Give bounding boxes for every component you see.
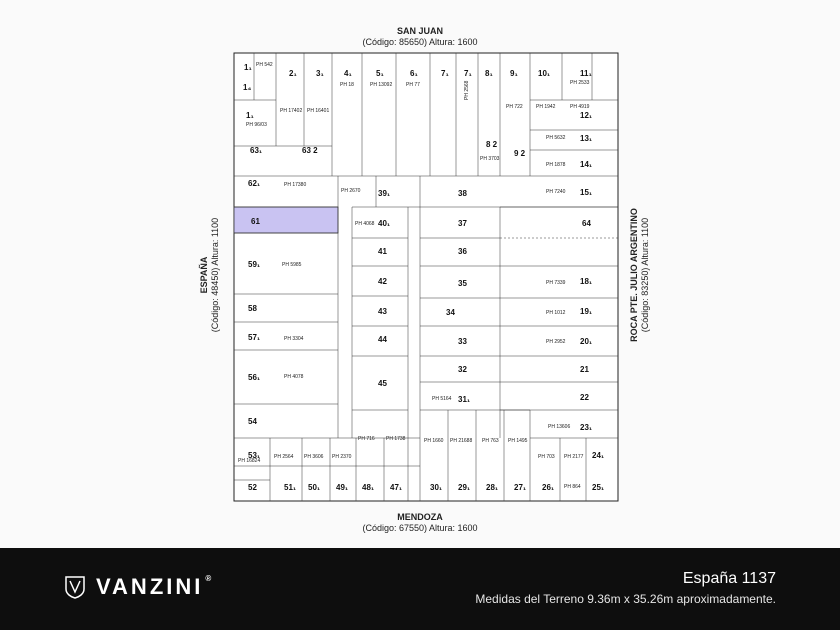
lot-label: 45 [378,379,387,388]
ph-label: PH 7240 [546,189,566,195]
brand-name [96,574,211,600]
lot-label: 42 [378,277,387,286]
brand-name-text: VANZINI [96,574,204,599]
lot-label: 27₁ [514,483,527,492]
lot-label: 9₁ [510,69,518,78]
street-bottom-name: MENDOZA [397,512,443,522]
ph-label: PH 5632 [546,135,566,141]
lot-label: 21 [580,365,589,374]
ph-label: PH 763 [482,438,499,444]
ph-label: PH 722 [506,104,523,110]
lot-label: 4₁ [344,69,352,78]
lot-label: 62₁ [248,179,261,188]
ph-label: PH 2533 [570,80,590,86]
ph-label: PH 1660 [424,438,444,444]
ph-label: PH 5985 [282,262,302,268]
ph-label: PH 2564 [274,454,294,460]
lot-label: 30₁ [430,483,443,492]
ph-label: PH 77 [406,82,420,88]
lot-label: 12₁ [580,111,593,120]
ph-label: PH 703 [538,454,555,460]
lot-label: 40₁ [378,219,391,228]
lot-label: 51₁ [284,483,297,492]
lot-label: 34 [446,308,455,317]
ph-label: PH 2370 [332,454,352,460]
lot-label: 56₁ [248,373,261,382]
lot-label: 1₁ [246,111,254,120]
registered-mark: ® [205,574,212,583]
lot-measurements: Medidas del Terreno 9.36m x 35.26m aproximadamente. [475,592,776,606]
ph-label: PH 3606 [304,454,324,460]
lot-label: 53₁ [248,451,261,460]
ph-label: PH 13092 [370,82,393,88]
lot-label: 63 2 [302,146,318,155]
block-outline [234,53,618,501]
lot-label: 22 [580,393,589,402]
ph-label: PH 4919 [570,104,590,110]
ph-label: PH 17402 [280,108,303,114]
lot-label: 52 [248,483,257,492]
street-top-code: (Código: 85650) Altura: 1600 [362,37,478,47]
lot-label: 26₁ [542,483,555,492]
ph-label: PH 16401 [307,108,330,114]
ph-label: PH 1878 [546,162,566,168]
lot-label: 25₁ [592,483,605,492]
lot-label: 43 [378,307,387,316]
lot-label: 54 [248,417,257,426]
lot-label: 8 2 [486,140,498,149]
street-left-name: ESPAÑA [199,256,209,294]
lot-label: 64 [582,219,591,228]
ph-label: PH 716 [358,436,375,442]
brand-logo [64,574,211,600]
highlighted-lot-61[interactable] [234,207,338,233]
lot-label: 57₁ [248,333,261,342]
lot-label: 61 [251,217,260,226]
street-left-code: (Código: 48450) Altura: 1100 [210,217,220,333]
lot-label: 10₁ [538,69,551,78]
ph-label: PH 96/03 [246,122,267,128]
street-right-name: ROCA PTE. JULIO ARGENTINO [629,208,639,342]
ph-label: PH 4078 [284,374,304,380]
lot-label: 8₁ [485,69,493,78]
lot-label: 32 [458,365,467,374]
lot-label: 38 [458,189,467,198]
street-top-name: SAN JUAN [396,26,443,36]
ph-label: PH 4068 [355,221,375,227]
ph-label: PH 1942 [536,104,556,110]
lot-label: 37 [458,219,467,228]
ph-label: PH 5164 [432,396,452,402]
lot-label: 23₁ [580,423,593,432]
footer-bar [0,548,840,630]
lot-label: 1₄ [243,83,252,92]
ph-label: PH 16824 [238,458,261,464]
ph-label: PH 21688 [450,438,473,444]
ph-label: PH 3304 [284,336,304,342]
lot-label: 33 [458,337,467,346]
ph-label: PH 3703 [480,156,500,162]
lot-label: 31₁ [458,395,471,404]
lot-label: 44 [378,335,387,344]
lot-label: 58 [248,304,257,313]
lot-label: 9 2 [514,149,526,158]
lot-label: 50₁ [308,483,321,492]
ph-label: PH 2568 [464,80,470,100]
lot-label: 63₁ [250,146,263,155]
lot-label: 24₁ [592,451,605,460]
lot-label: 7₁ [441,69,449,78]
lot-label: 20₁ [580,337,593,346]
ph-label: PH 2952 [546,339,566,345]
lot-label: 39₁ [378,189,391,198]
lot-label: 14₁ [580,160,593,169]
ph-label: PH 864 [564,484,581,490]
lot-label: 5₁ [376,69,384,78]
ph-label: PH 1495 [508,438,528,444]
lot-label: 28₁ [486,483,499,492]
lot-label: 41 [378,247,387,256]
street-right-code: (Código: 83250) Altura: 1100 [640,217,650,333]
lot-label: 59₁ [248,260,261,269]
lot-label: 36 [458,247,467,256]
lot-label: 29₁ [458,483,471,492]
lot-label: 6₁ [410,69,418,78]
shield-icon [64,575,86,599]
lot-label: 13₁ [580,134,593,143]
ph-label: PH 2670 [341,188,361,194]
lot-label: 47₁ [390,483,403,492]
lot-label: 49₁ [336,483,349,492]
lot-label: 48₁ [362,483,375,492]
ph-label: PH 7339 [546,280,566,286]
ph-label: PH 1738 [386,436,406,442]
lot-label: 2₁ [289,69,297,78]
lot-label: 7₁ [464,69,472,78]
lot-label: 3₁ [316,69,324,78]
lot-label: 1₁ [244,63,252,72]
lot-label: 35 [458,279,467,288]
lot-label: 11₁ [580,69,592,78]
property-address: España 1137 [682,570,776,587]
ph-label: PH 17380 [284,182,307,188]
ph-label: PH 1012 [546,310,566,316]
ph-label: PH 13606 [548,424,571,430]
street-bottom-code: (Código: 67550) Altura: 1600 [362,523,478,533]
ph-label: PH 2177 [564,454,584,460]
ph-label: PH 542 [256,62,273,68]
lot-label: 18₁ [580,277,593,286]
lot-label: 19₁ [580,307,593,316]
lot-label: 15₁ [580,188,593,197]
ph-label: PH 18 [340,82,354,88]
